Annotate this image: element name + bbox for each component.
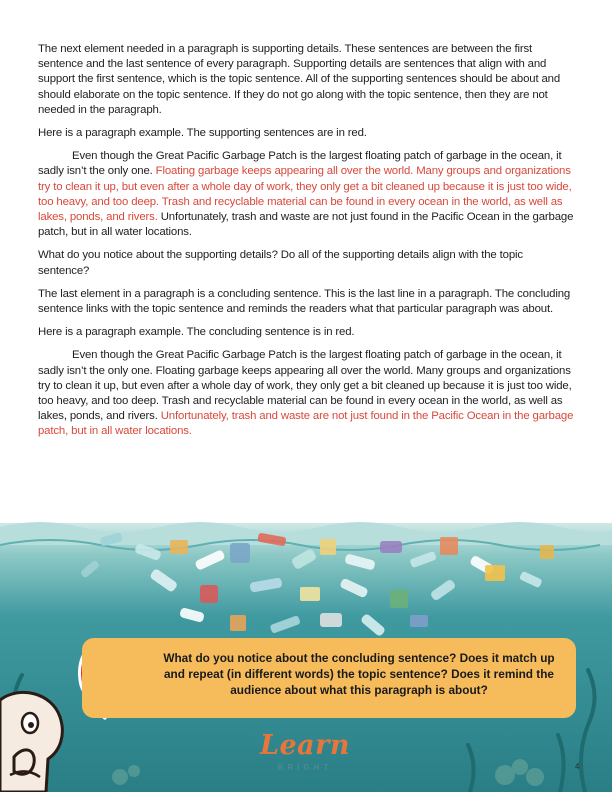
example-paragraph-concluding (38, 348, 576, 439)
paragraph-question-supporting: What do you notice about the supporting details? Do all of the supporting details align with the topic sentence? (38, 249, 523, 277)
example-2-concluding-sentence: Unfortunately, trash and waste are not just found in the Pacific Ocean in the garbage patch, but in all water locations. (38, 410, 574, 438)
concluding-sentence-question-callout (82, 638, 576, 718)
logo-wordmark: Learn (259, 730, 350, 761)
paragraph-example-intro-2: Here is a paragraph example. The concluding sentence is in red. (38, 326, 355, 339)
example-2-text-plain: Even though the Great Pacific Garbage Patch is the largest floating patch of garbage in the ocean, it sadly isn’t the only one. Floating garbage keeps appearing all over the world. Many groups and organizations try to clean it up, but even after a whole day of work, they only get a bit cleaned up because it is just too wide, too heavy, and too deep. Trash and recyclable material can be found in every ocean in the world, as well as lakes, ponds, and rivers. (38, 349, 572, 423)
learn-bright-logo (250, 730, 360, 778)
body-text (38, 42, 576, 448)
logo-subtext: BRIGHT (277, 763, 333, 772)
page-number: 4 (575, 762, 580, 771)
callout-question-text: What do you notice about the concluding sentence? Does it match up and repeat (in different words) the topic sentence? Does it remind the audience about what this paragraph is about? (163, 651, 555, 697)
example-1-text-plain-start: Even though the Great Pacific Garbage Patch is the largest floating patch of garbage in the ocean, it sadly isn’t the only one. (38, 150, 562, 178)
example-1-supporting-sentences: Floating garbage keeps appearing all over the world. Many groups and organizations try to clean it up, but even after a whole day of work, they only get a bit cleaned up because it is just too wide, too heavy, and too deep. Trash and recyclable material can be found in every ocean in the world, as well as lakes, ponds, and rivers. (38, 165, 572, 224)
paragraph-concluding-sentence: The last element in a paragraph is a concluding sentence. This is the last line in a paragraph. The concluding sentence links with the topic sentence and reminds the readers what that particular paragraph was about. (38, 287, 571, 316)
example-1-text-plain-end: Unfortunately, trash and waste are not just found in the Pacific Ocean in the garbage patch, but in all water locations. (38, 211, 574, 239)
paragraph-supporting-details: The next element needed in a paragraph is supporting details. These sentences are between the first sentence and the last sentence of every paragraph. Supporting details are sentences that align with and support the first sentence, which is the topic sentence. All of the supporting sentences should be about and should elaborate on the topic sentence. If they do not go along with the topic sentence, then they are not needed in the paragraph. (38, 43, 561, 116)
example-paragraph-supporting (38, 149, 576, 240)
paragraph-example-intro-1: Here is a paragraph example. The supporting sentences are in red. (38, 127, 367, 140)
